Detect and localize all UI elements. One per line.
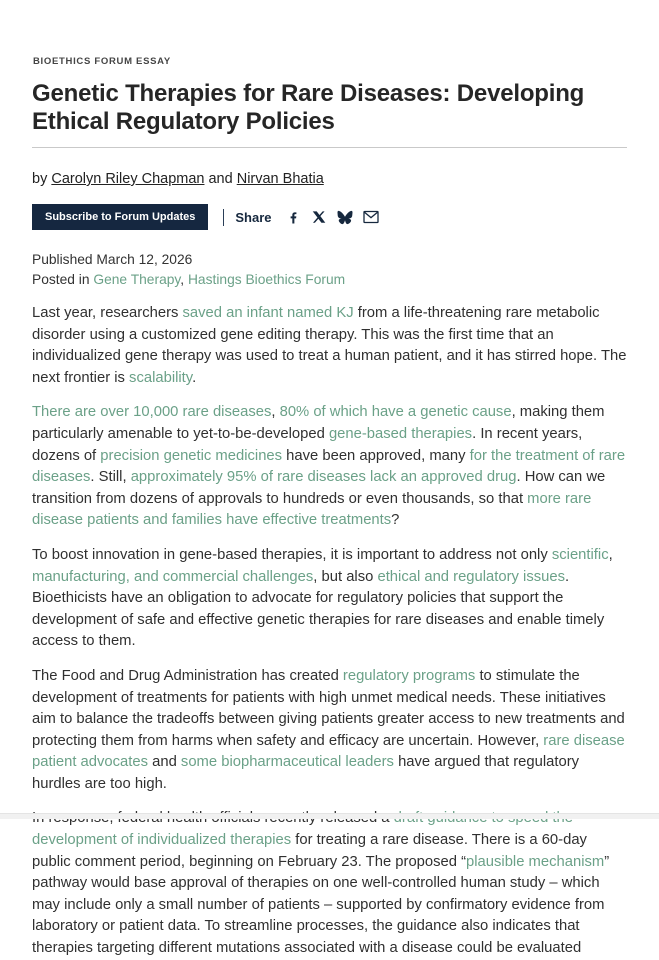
paragraph: [32, 808, 627, 959]
inline-link[interactable]: for the treatment of rare diseases: [32, 447, 626, 486]
share-icons: [286, 210, 379, 225]
paragraph: [32, 545, 627, 653]
inline-link[interactable]: There are over 10,000 rare diseases: [32, 404, 272, 421]
text-segment: , making them particularly amenable to yet-to-be-developed: [32, 404, 605, 442]
text-segment: . Bioethicists have an obligation to advocate for regulatory policies that support the development of safe and effective genetic therapies for rare diseases and enable timely access to them.: [32, 568, 605, 650]
x-icon[interactable]: [312, 210, 327, 225]
eyebrow-label: BIOETHICS FORUM ESSAY: [33, 56, 171, 67]
title-divider: [32, 147, 627, 148]
text-segment: by: [32, 171, 52, 187]
text-segment: ,: [180, 272, 188, 287]
inline-link[interactable]: more rare disease patients and families have effective treatments: [32, 490, 592, 529]
inline-link[interactable]: rare disease patient advocates: [32, 732, 625, 771]
text-segment: to stimulate the development of treatments for patients with high unmet medical needs. These initiatives aim to balance the tradeoffs between giving patients greater access to new treatments and protecting them from harms when safety and efficacy are uncertain. However,: [32, 667, 625, 749]
paragraph: [32, 303, 627, 389]
inline-link[interactable]: ethical and regulatory issues: [377, 568, 566, 585]
text-segment: have argued that regulatory hurdles are too high.: [32, 754, 580, 792]
author-link[interactable]: Nirvan Bhatia: [236, 171, 324, 187]
text-segment: ,: [608, 546, 613, 563]
inline-link[interactable]: scalability: [129, 369, 193, 386]
text-segment: from a life-threatening rare metabolic disorder using a customized gene editing therapy. This was the first time that an individualized gene therapy was used to treat a human patient, and it has stirred hope. The next frontier is: [32, 305, 627, 386]
inline-link[interactable]: precision genetic medicines: [100, 447, 283, 464]
text-segment: . In recent years, dozens of: [32, 425, 583, 464]
share-divider: [223, 209, 224, 226]
paragraph: [32, 402, 627, 532]
inline-link[interactable]: gene-based therapies: [328, 425, 473, 442]
text-segment: ?: [391, 512, 400, 529]
text-segment: and: [204, 171, 237, 187]
bluesky-icon[interactable]: [338, 210, 353, 225]
inline-link[interactable]: Gene Therapy: [93, 272, 181, 287]
text-segment: The Food and Drug Administration has created: [32, 667, 343, 684]
inline-link[interactable]: approximately 95% of rare diseases lack an approved drug: [130, 469, 517, 486]
text-segment: and: [148, 754, 181, 771]
facebook-icon[interactable]: [286, 210, 301, 225]
actions-row: [32, 204, 627, 230]
next-section-edge: [0, 813, 659, 819]
inline-link[interactable]: plausible mechanism: [466, 853, 605, 870]
text-segment: for treating a rare disease. There is a 60-day public comment period, beginning on February 23. The proposed “: [32, 832, 587, 870]
article-body: [32, 303, 627, 960]
inline-link[interactable]: Hastings Bioethics Forum: [187, 272, 346, 287]
published-date: Published March 12, 2026: [32, 252, 193, 267]
text-segment: , but also: [313, 568, 378, 585]
text-segment: ,: [271, 404, 280, 421]
share-label: Share: [235, 209, 272, 225]
byline: [32, 171, 627, 187]
text-segment: Last year, researchers: [32, 305, 183, 321]
text-segment: . Still,: [90, 469, 131, 486]
text-segment: Posted in: [32, 272, 94, 287]
inline-link[interactable]: some biopharmaceutical leaders: [180, 754, 394, 771]
posted-in: [32, 270, 627, 290]
text-segment: have been approved, many: [282, 447, 470, 464]
inline-link[interactable]: scientific: [551, 546, 609, 563]
text-segment: .: [192, 369, 197, 386]
inline-link[interactable]: development of individualized therapies: [32, 832, 292, 849]
text-segment: ” pathway would base approval of therapies on one well-controlled human study – which may include only a small number of patients – supported by confirmatory evidence from laboratory or patient data. To streamline processes, the guidance also indicates that therapies targeting different mutations associated with a disease could be evaluated: [32, 853, 610, 957]
email-icon[interactable]: [364, 210, 379, 225]
author-link[interactable]: Carolyn Riley Chapman: [51, 171, 205, 187]
inline-link[interactable]: saved an infant named KJ: [182, 305, 354, 321]
text-segment: To boost innovation in gene-based therapies, it is important to address not only: [32, 546, 552, 563]
text-segment: . How can we transition from dozens of approvals to hundreds or even thousands, so that: [32, 469, 606, 507]
inline-link[interactable]: manufacturing, and commercial challenges: [32, 568, 314, 585]
inline-link[interactable]: regulatory programs: [342, 667, 476, 684]
page-title: Genetic Therapies for Rare Diseases: Developing Ethical Regulatory Policies: [32, 80, 585, 135]
inline-link[interactable]: 80% of which have a genetic cause: [279, 404, 512, 421]
meta-block: [32, 250, 627, 290]
subscribe-button[interactable]: Subscribe to Forum Updates: [32, 204, 208, 230]
paragraph: [32, 666, 627, 796]
